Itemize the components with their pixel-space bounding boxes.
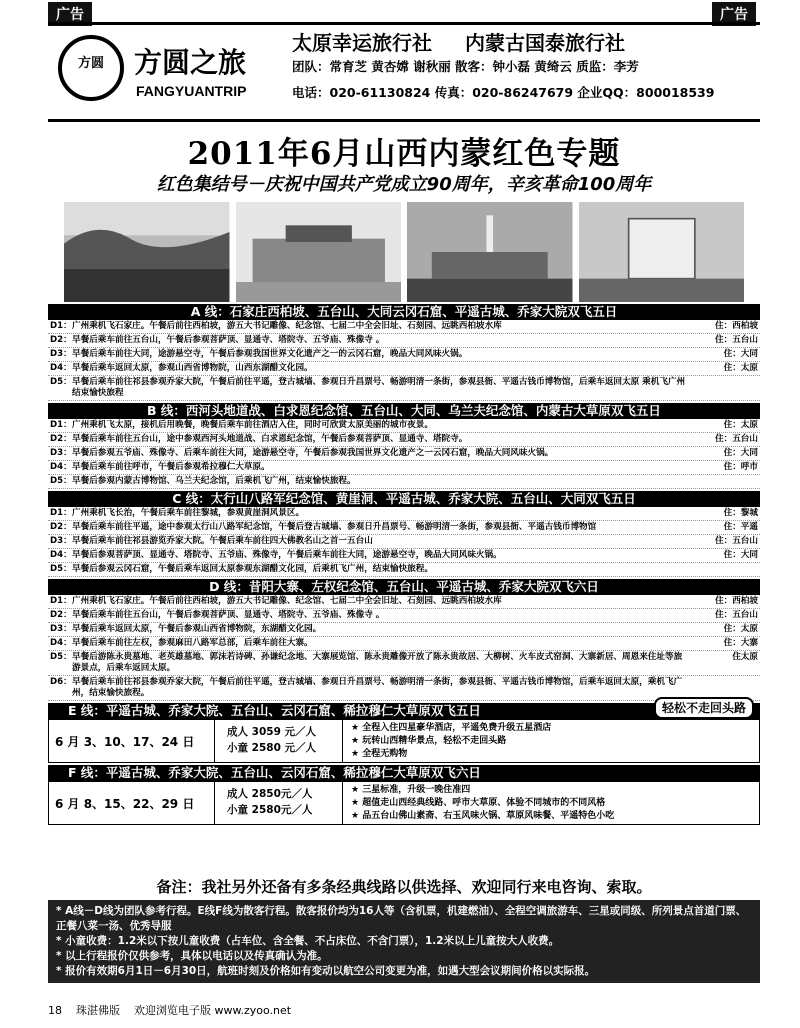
route-f-title: F 线：平遥古城、乔家大院、五台山、云冈石窟、稀拉穆仁大草原双飞六日 xyxy=(68,765,481,780)
logo xyxy=(48,25,278,120)
prices xyxy=(215,720,343,762)
feature-item: ★ 全程入住四星豪华酒店，平遥免费升级五星酒店 xyxy=(351,723,552,733)
page-title: 2011年6月山西内蒙红色专题 xyxy=(187,136,621,172)
term-item: * 报价有效期6月1日－6月30日，航班时刻及价格如有变动以航空公司变更为准，如遇大型会议期间价格以实际报。 xyxy=(56,965,596,977)
feature-notes xyxy=(343,782,759,824)
feature-item: ★ 玩转山西精华景点，轻松不走回头路 xyxy=(351,736,507,746)
route-b xyxy=(48,403,760,489)
day-stay: 住：太原 xyxy=(723,624,758,634)
day-text: 早餐后乘车前往平遥，途中参观太行山八路军纪念馆，午餐后登古城墙、参观日升昌票号、畅游明清一条街，参观县衙、平遥古钱币博物馆 xyxy=(72,522,597,532)
route-title xyxy=(48,765,760,781)
day-text: 早餐后乘车前往祁县参观乔家大院，午餐后前往平遥，登古城墙、参观日升昌票号、畅游明清一条街，参观县衙、平遥古钱币博物馆，后乘车返回太原，乘机飞广州，结束愉快旅程。 xyxy=(72,677,683,698)
route-a xyxy=(48,304,760,401)
day-text: 早餐后乘车前往祁县参观乔家大院，午餐后前往平遥，登古城墙、参观日升昌票号、畅游明清一条街，参观县衙、平遥古钱币博物馆，后乘车返回太原 乘机飞广州 结束愉快旅程 xyxy=(72,377,686,398)
day-stay: 住：平遥 xyxy=(723,522,758,532)
day-row xyxy=(48,433,760,447)
day-row xyxy=(48,507,760,521)
day-text: 早餐后乘车前往大同，途游悬空寺，午餐后参观我国世界文化遗产之一的云冈石窟，晚品大同风味火锅。 xyxy=(72,349,468,359)
day-text: 早餐后参观内蒙古博物馆、乌兰夫纪念馆，后乘机飞广州，结束愉快旅程。 xyxy=(72,476,356,486)
day-num: D2： xyxy=(50,434,72,444)
day-stay: 住：西柏坡 xyxy=(715,596,758,606)
day-stay: 住：太原 xyxy=(723,420,758,430)
day-text: 早餐后乘车前往呼市，午餐后参观希拉穆仁大草原。 xyxy=(72,462,270,472)
route-title: A 线：石家庄西柏坡、五台山、大同云冈石窟、平遥古城、乔家大院双飞五日 xyxy=(48,304,760,320)
day-row xyxy=(48,609,760,623)
day-num: D5： xyxy=(50,564,72,574)
day-stay: 住：呼市 xyxy=(723,462,758,472)
day-num: D2： xyxy=(50,335,72,345)
feature-item: ★ 超值走山西经典线路、呼市大草原、体验不同城市的不同风格 xyxy=(351,798,606,808)
agencies xyxy=(292,27,651,56)
day-row xyxy=(48,521,760,535)
photo-strip xyxy=(64,202,744,302)
routes xyxy=(48,304,760,827)
adult-price: 成人 2850元／人 xyxy=(227,788,313,800)
ad-label-right: 广告 xyxy=(712,2,756,26)
price-row xyxy=(48,781,760,825)
day-stay: 住：五台山 xyxy=(715,434,758,444)
header xyxy=(48,22,760,122)
day-row xyxy=(48,362,760,376)
day-stay: 住：大同 xyxy=(723,448,758,458)
day-num: D3： xyxy=(50,448,72,458)
day-num: D2： xyxy=(50,610,72,620)
day-text: 广州乘机飞太原，接机后用晚餐，晚餐后乘车前往酒店入住，同时可欣赏太原美丽的城市夜景。 xyxy=(72,420,433,430)
day-stay: 住：五台山 xyxy=(715,536,758,546)
term-item: * 小童收费：1.2米以下按儿童收费（占车位、含全餐、不占床位、不含门票），1.2米以上儿童按大人收费。 xyxy=(56,935,560,947)
term-item: * A线－D线为团队参考行程。E线F线为散客行程。散客报价均为16人等（含机票，机建燃油）、全程空调旅游车、三星或同级、所列景点首道门票、正餐八菜一汤、优秀导服 xyxy=(56,905,747,932)
day-num: D1： xyxy=(50,508,72,518)
brand-en: FANGYUANTRIP xyxy=(136,83,247,99)
day-text: 早餐后参观五爷庙、殊像寺、后乘车前往大同，途游悬空寺，午餐后参观我国世界文化遗产之一云冈石窟，晚品大同风味火锅。 xyxy=(72,448,554,458)
route-title: D 线：昔阳大寨、左权纪念馆、五台山、平遥古城、乔家大院双飞六日 xyxy=(48,579,760,595)
feature-item: ★ 三星标准，升级一晚住准四 xyxy=(351,785,471,795)
agency-1: 太原幸运旅行社 xyxy=(292,31,432,55)
feature-item: ★ 品五台山佛山素斋、右玉风味火锅、草原风味餐、平遥特色小吃 xyxy=(351,811,615,821)
term-item: * 以上行程报价仅供参考，具体以电话以及传真确认为准。 xyxy=(56,950,328,962)
day-stay: 住：五台山 xyxy=(715,610,758,620)
day-stay: 住：西柏坡 xyxy=(715,321,758,331)
day-row xyxy=(48,447,760,461)
day-stay: 住太原 xyxy=(732,652,758,662)
route-e xyxy=(48,703,760,763)
day-row xyxy=(48,549,760,563)
day-text: 早餐后乘车返回太原，午餐后参观山西省博物院，东湖醋文化园。 xyxy=(72,624,322,634)
day-num: D5： xyxy=(50,652,72,662)
photo-xibaipo xyxy=(64,202,230,302)
day-num: D4： xyxy=(50,462,72,472)
day-row xyxy=(48,676,760,701)
day-stay xyxy=(688,377,758,399)
brand-cn: 方圆之旅 xyxy=(134,46,247,79)
route-c xyxy=(48,491,760,577)
day-stay: 住：大同 xyxy=(723,550,758,560)
route-f xyxy=(48,765,760,825)
day-num: D3： xyxy=(50,624,72,634)
photo-museum xyxy=(407,202,573,302)
day-row xyxy=(48,376,760,401)
logo-seal: 方圆 xyxy=(58,35,124,101)
day-num: D4： xyxy=(50,550,72,560)
day-num: D5： xyxy=(50,377,72,387)
day-num: D2： xyxy=(50,522,72,532)
day-num: D4： xyxy=(50,638,72,648)
child-price: 小童 2580 元／人 xyxy=(227,742,317,754)
day-text: 早餐后乘车前往祁县游览乔家大院。午餐后乘车前往四大佛教名山之首一五台山 xyxy=(72,536,373,546)
day-text: 早餐后乘车前往左权，参观麻田八路军总部，后乘车前往大寨。 xyxy=(72,638,313,648)
day-stay: 住：大同 xyxy=(723,349,758,359)
website-link[interactable]: 欢迎浏览电子版 www.zyoo.net xyxy=(134,1004,292,1017)
departure-dates: 6 月 8、15、22、29 日 xyxy=(49,782,215,824)
day-row xyxy=(48,419,760,433)
feature-notes xyxy=(343,720,759,762)
route-d xyxy=(48,579,760,701)
day-text: 早餐后参观云冈石窟，午餐后乘车返回太原参观东湖醋文化园，后乘机飞广州，结束愉快旅程。 xyxy=(72,564,433,574)
day-row xyxy=(48,637,760,651)
day-text: 早餐后游陈永贵墓地、老英雄墓地、郭沫若诗碑、孙谦纪念地、大寨展览馆、陈永贵雕像开放了陈永贵故居、大柳树、火车皮式窑洞、大寨新居、周恩来住址等旅游景点，后乘车返回太原。 xyxy=(72,652,683,673)
day-row xyxy=(48,461,760,475)
day-stay: 住：大寨 xyxy=(723,638,758,648)
day-num: D1： xyxy=(50,321,72,331)
day-num: D3： xyxy=(50,349,72,359)
day-row xyxy=(48,475,760,489)
day-text: 早餐后乘车前往五台山，午餐后参观菩萨顶、显通寺、塔院寺、五爷庙、殊像寺 。 xyxy=(72,335,385,345)
day-text: 早餐后参观菩萨顶、显通寺、塔院寺、五爷庙、殊像寺，午餐后乘车前往大同，途游悬空寺，晚品大同风味火锅。 xyxy=(72,550,502,560)
contact-line: 电话：020-61130824 传真：020-86247679 企业QQ：800018539 xyxy=(292,85,715,100)
day-text: 广州乘机飞石家庄。午餐后前往西柏坡，游五大书记雕像、纪念馆、七届二中全会旧址、石刻园、远眺西柏坡水库 xyxy=(72,321,502,331)
footer xyxy=(48,1002,760,1018)
photo-stone-tablet xyxy=(579,202,745,302)
route-title xyxy=(48,703,760,719)
prices xyxy=(215,782,343,824)
day-row xyxy=(48,348,760,362)
price-row xyxy=(48,719,760,763)
day-row xyxy=(48,595,760,609)
departure-dates: 6 月 3、10、17、24 日 xyxy=(49,720,215,762)
ad-label-left: 广告 xyxy=(48,2,92,26)
terms-box xyxy=(48,900,760,983)
day-num: D1： xyxy=(50,596,72,606)
staff-line: 团队：常育芝 黄杏嫦 谢秋丽 散客：钟小磊 黄绮云 质监：李芳 xyxy=(292,59,639,74)
route-e-title: E 线：平遥古城、乔家大院、五台山、云冈石窟、稀拉穆仁大草原双飞五日 xyxy=(68,703,481,718)
day-text: 早餐后乘车返回太原，参观山西省博物院，山西东湖醋文化园。 xyxy=(72,363,313,373)
day-row xyxy=(48,623,760,637)
day-text: 早餐后乘车前往五台山，午餐后参观菩萨顶、显通寺、塔院寺、五爷庙、殊像寺 。 xyxy=(72,610,385,620)
day-stay xyxy=(688,564,758,575)
page-subtitle: 红色集结号－庆祝中国共产党成立90周年，辛亥革命100周年 xyxy=(156,174,652,195)
day-stay: 住：黎城 xyxy=(723,508,758,518)
publication-name: 珠湛佛版 xyxy=(76,1004,120,1017)
promo-badge: 轻松不走回头路 xyxy=(654,697,754,719)
agency-2: 内蒙古国泰旅行社 xyxy=(464,31,625,55)
day-row xyxy=(48,334,760,348)
day-stay: 住：太原 xyxy=(723,363,758,373)
route-title: C 线：太行山八路军纪念馆、黄崖洞、平遥古城、乔家大院、五台山、大同双飞五日 xyxy=(48,491,760,507)
day-num: D6： xyxy=(50,677,72,687)
page-number: 18 xyxy=(48,1003,62,1017)
day-stay xyxy=(688,476,758,487)
day-row xyxy=(48,535,760,549)
day-num: D1： xyxy=(50,420,72,430)
day-stay: 住：五台山 xyxy=(715,335,758,345)
day-num: D5： xyxy=(50,476,72,486)
day-row xyxy=(48,651,760,676)
adult-price: 成人 3059 元／人 xyxy=(227,726,317,738)
photo-memorial-gate xyxy=(236,202,402,302)
day-text: 广州乘机飞石家庄。午餐后前往西柏坡，游五大书记雕像、纪念馆、七届二中全会旧址、石刻园、远眺西柏坡水库 xyxy=(72,596,502,606)
feature-item: ★ 全程无购物 xyxy=(351,749,408,759)
day-num: D3： xyxy=(50,536,72,546)
remark: 备注：我社另外还备有多条经典线路以供选择、欢迎同行来电咨询、索取。 xyxy=(156,878,652,896)
day-row xyxy=(48,320,760,334)
child-price: 小童 2580元／人 xyxy=(227,804,313,816)
route-title: B 线：西河头地道战、白求恩纪念馆、五台山、大同、乌兰夫纪念馆、内蒙古大草原双飞五日 xyxy=(48,403,760,419)
day-stay xyxy=(688,677,758,699)
day-text: 早餐后乘车前往五台山，途中参观西河头地道战、白求恩纪念馆，午餐后参观菩萨顶、显通寺、塔院寺。 xyxy=(72,434,468,444)
day-row xyxy=(48,563,760,577)
day-text: 广州乘机飞长治，午餐后乘车前往黎城，参观黄崖洞风景区。 xyxy=(72,508,305,518)
day-num: D4： xyxy=(50,363,72,373)
